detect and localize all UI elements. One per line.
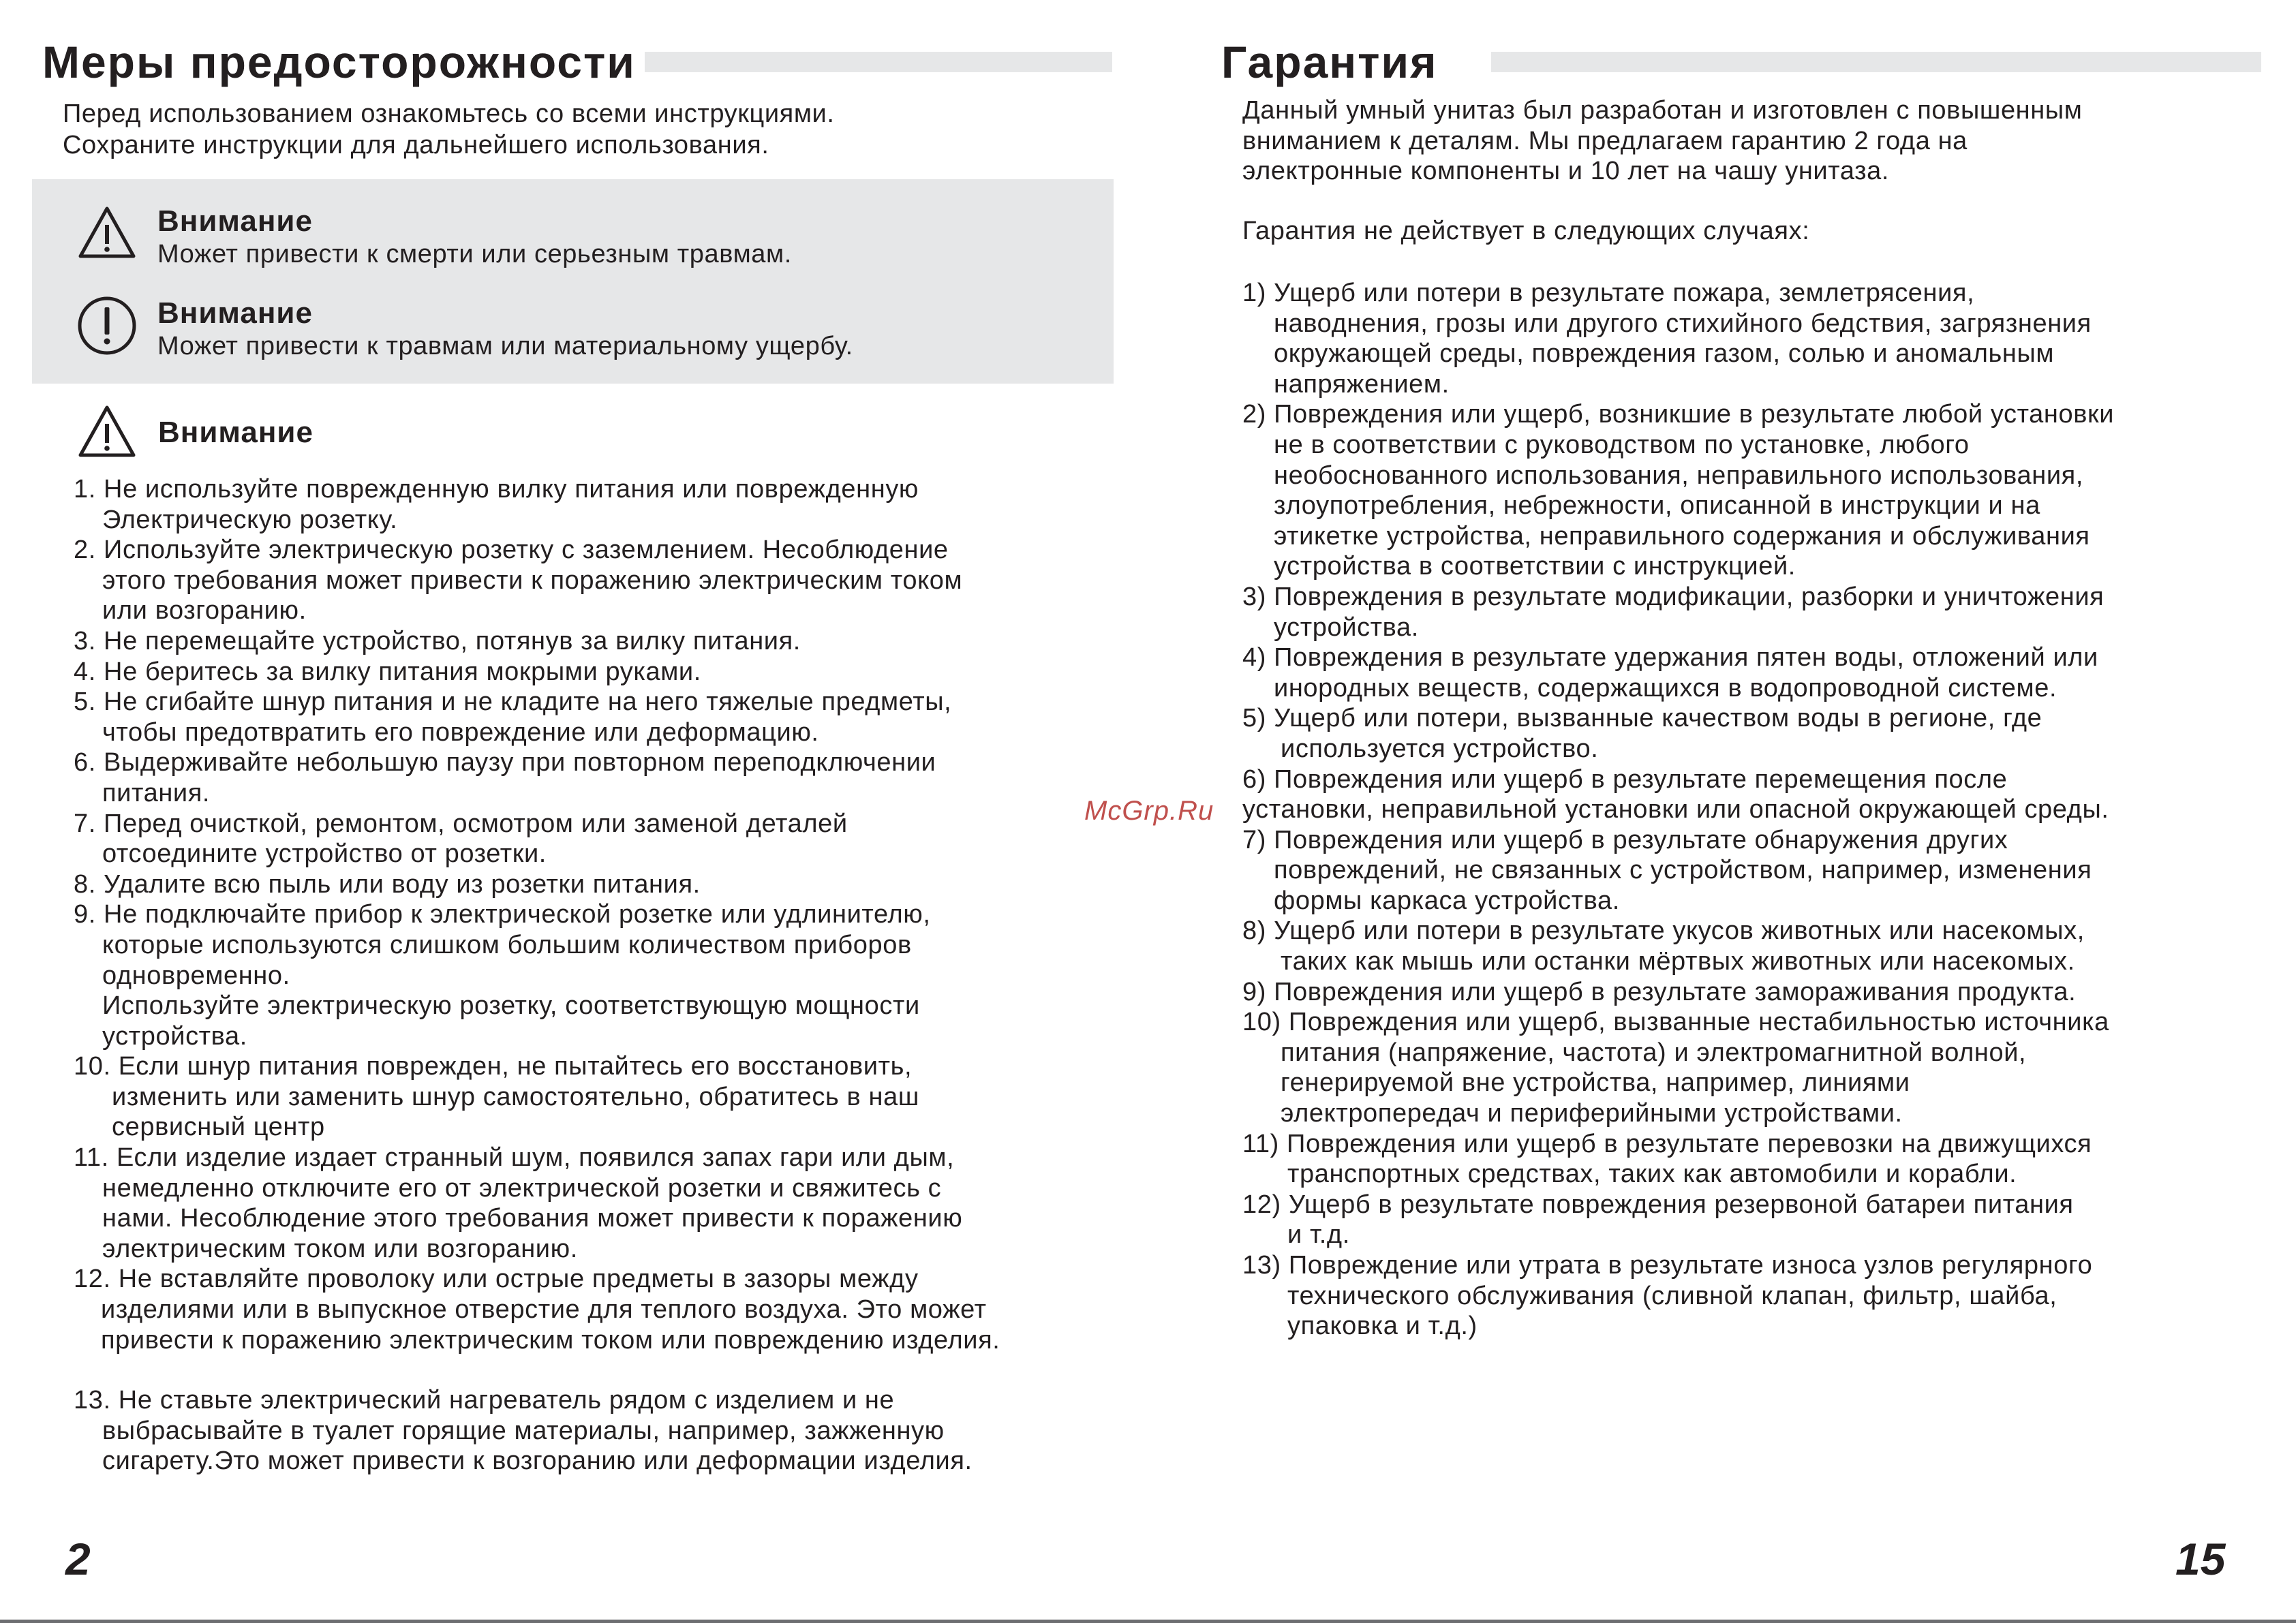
list-item: напряжением. xyxy=(1274,369,1450,399)
page-title-precautions: Меры предосторожности xyxy=(42,37,636,87)
list-item: привести к поражению электрическим током или повреждению изделия. xyxy=(101,1325,1000,1355)
list-item: 8) Ущерб или потери в результате укусов животных или насекомых, xyxy=(1242,916,2085,946)
page-right xyxy=(1145,0,2296,1623)
list-item: 4) Повреждения в результате удержания пятен воды, отложений или xyxy=(1242,643,2098,673)
list-item: 13) Повреждение или утрата в результате износа узлов регулярного xyxy=(1242,1251,2093,1280)
title-divider-bar xyxy=(645,52,1112,72)
list-item: используется устройство. xyxy=(1281,734,1599,763)
list-item: Электрическую розетку. xyxy=(102,505,398,534)
list-item: формы каркаса устройства. xyxy=(1274,886,1620,915)
list-item: одновременно. xyxy=(102,961,290,990)
list-item: электрическим током или возгоранию. xyxy=(102,1234,578,1263)
list-item: 11) Повреждения или ущерб в результате перевозки на движущихся xyxy=(1242,1129,2092,1158)
list-item: таких как мышь или останки мёртвых животных или насекомых. xyxy=(1281,947,2075,976)
list-item: наводнения, грозы или другого стихийного бедствия, загрязнения xyxy=(1274,309,2092,338)
list-item: сервисный центр xyxy=(112,1113,325,1142)
list-item: установки, неправильной установки или опасной окружающей среды. xyxy=(1242,795,2109,824)
list-item: 5. Не сгибайте шнур питания и не кладите на него тяжелые предметы, xyxy=(74,687,952,717)
list-item: 13. Не ставьте электрический нагреватель рядом с изделием и не xyxy=(74,1386,895,1415)
list-item: нами. Несоблюдение этого требования может привести к поражению xyxy=(102,1204,963,1233)
page-number: 15 xyxy=(2175,1534,2226,1584)
list-item: не в соответствии с руководством по установке, любого xyxy=(1274,430,1970,459)
page-title-warranty: Гарантия xyxy=(1221,37,1438,87)
list-item: упаковка и т.д.) xyxy=(1287,1312,1478,1341)
warning-text: Может привести к смерти или серьезным травмам. xyxy=(157,240,792,268)
list-item: 10. Если шнур питания поврежден, не пытайтесь его восстановить, xyxy=(74,1052,913,1081)
list-item: выбрасывайте в туалет горящие материалы, например, зажженную xyxy=(102,1416,945,1445)
bottom-divider xyxy=(0,1620,2296,1623)
warning-title: Внимание xyxy=(157,296,313,330)
list-item: 3) Повреждения в результате модификации, разборки и уничтожения xyxy=(1242,582,2104,611)
list-item: 6) Повреждения или ущерб в результате перемещения после xyxy=(1242,764,2008,794)
title-divider-bar xyxy=(1491,52,2261,72)
list-item: устройства. xyxy=(1274,613,1419,642)
list-item: транспортных средствах, таких как автомобили и корабли. xyxy=(1287,1160,2017,1189)
list-item: 4. Не беритесь за вилку питания мокрыми руками. xyxy=(74,657,701,686)
precaution-list xyxy=(74,474,1123,1477)
watermark-text: McGrp.Ru xyxy=(1084,796,1214,826)
list-item: устройства. xyxy=(102,1021,247,1051)
warning-text: Может привести к травмам или материальному ущербу. xyxy=(157,332,853,360)
list-item: 2) Повреждения или ущерб, возникшие в результате любой установки xyxy=(1242,400,2115,429)
list-item: 9) Повреждения или ущерб в результате замораживания продукта. xyxy=(1242,977,2077,1006)
intro-line: Данный умный унитаз был разработан и изготовлен с повышенным xyxy=(1242,96,2083,125)
list-item: 10) Повреждения или ущерб, вызванные нестабильностью источника xyxy=(1242,1008,2109,1037)
intro-text xyxy=(63,98,835,161)
list-item: 7) Повреждения или ущерб в результате обнаружения других xyxy=(1242,825,2008,854)
list-item: технического обслуживания (сливной клапан, фильтр, шайба, xyxy=(1287,1281,2057,1310)
exclamation-circle-icon xyxy=(76,295,138,356)
intro-line: электронные компоненты и 10 лет на чашу унитаза. xyxy=(1242,157,1890,186)
list-item: 9. Не подключайте прибор к электрической розетке или удлинителю, xyxy=(74,900,931,929)
list-item: которые используются слишком большим количеством приборов xyxy=(102,930,912,959)
exclusions-heading: Гарантия не действует в следующих случаях: xyxy=(1242,217,1810,245)
list-item: этого требования может привести к поражению электрическим током xyxy=(102,566,963,595)
list-item: отсоедините устройство от розетки. xyxy=(102,839,547,869)
list-item: 11. Если изделие издает странный шум, появился запах гари или дым, xyxy=(74,1143,955,1173)
list-item: злоупотребления, небрежности, описанной в инструкции и на xyxy=(1274,491,2040,521)
list-item: питания (напряжение, частота) и электромагнитной волной, xyxy=(1281,1038,2027,1067)
list-item: и т.д. xyxy=(1287,1220,1350,1250)
list-item: электропередач и периферийными устройствами. xyxy=(1281,1099,1903,1128)
page-number: 2 xyxy=(65,1534,91,1584)
list-item: устройства в соответствии с инструкцией. xyxy=(1274,552,1796,581)
list-item: 7. Перед очисткой, ремонтом, осмотром или заменой деталей xyxy=(74,809,848,838)
list-item: изделиями или в выпускное отверстие для теплого воздуха. Это может xyxy=(101,1295,987,1325)
page-left xyxy=(0,0,1145,1623)
list-item: 8. Удалите всю пыль или воду из розетки питания. xyxy=(74,869,701,899)
list-item: 6. Выдерживайте небольшую паузу при повторном переподключении xyxy=(74,748,936,777)
list-item: питания. xyxy=(102,778,211,807)
list-item: сигарету.Это может привести к возгоранию или деформации изделия. xyxy=(102,1447,973,1476)
list-item: 5) Ущерб или потери, вызванные качеством воды в регионе, где xyxy=(1242,704,2042,733)
list-item: окружающей среды, повреждения газом, солью и аномальным xyxy=(1274,339,2055,369)
list-item: повреждений, не связанных с устройством, например, изменения xyxy=(1274,856,2092,885)
warning-triangle-icon xyxy=(76,203,138,264)
list-item: немедленно отключите его от электрической розетки и свяжитесь с xyxy=(102,1173,942,1203)
list-item: Используйте электрическую розетку, соответствующую мощности xyxy=(102,991,920,1021)
list-item: изменить или заменить шнур самостоятельно, обратитесь в наш xyxy=(112,1082,919,1111)
intro-line: вниманием к деталям. Мы предлагаем гарантию 2 года на xyxy=(1242,126,1968,155)
warranty-intro xyxy=(1242,95,2082,187)
warning-triangle-icon xyxy=(76,402,138,463)
list-item: необоснованного использования, неправильного использования, xyxy=(1274,461,2084,490)
list-item: 1) Ущерб или потери в результате пожара, землетрясения, xyxy=(1242,279,1975,307)
list-item: или возгоранию. xyxy=(102,596,307,625)
list-item: генерируемой вне устройства, например, линиями xyxy=(1281,1068,1910,1098)
list-item: инородных веществ, содержащихся в водопроводной системе. xyxy=(1274,673,2057,702)
intro-line: Сохраните инструкции для дальнейшего использования. xyxy=(63,131,769,159)
list-item: чтобы предотвратить его повреждение или деформацию. xyxy=(102,717,819,747)
intro-line: Перед использованием ознакомьтесь со всеми инструкциями. xyxy=(63,99,835,128)
list-item: этикетке устройства, неправильного содержания и обслуживания xyxy=(1274,521,2090,551)
list-item: 2. Используйте электрическую розетку с заземлением. Несоблюдение xyxy=(74,536,949,565)
caution-title: Внимание xyxy=(158,416,313,449)
exclusions-list xyxy=(1242,278,2265,1342)
list-item: 3. Не перемещайте устройство, потянув за вилку питания. xyxy=(74,626,801,655)
list-item: 12. Не вставляйте проволоку или острые предметы в зазоры между xyxy=(74,1265,919,1294)
warning-box xyxy=(32,179,1114,384)
warning-title: Внимание xyxy=(157,204,313,238)
list-item: 1. Не используйте поврежденную вилку питания или поврежденную xyxy=(74,475,919,504)
list-item: 12) Ущерб в результате повреждения резервоной батареи питания xyxy=(1242,1190,2074,1219)
